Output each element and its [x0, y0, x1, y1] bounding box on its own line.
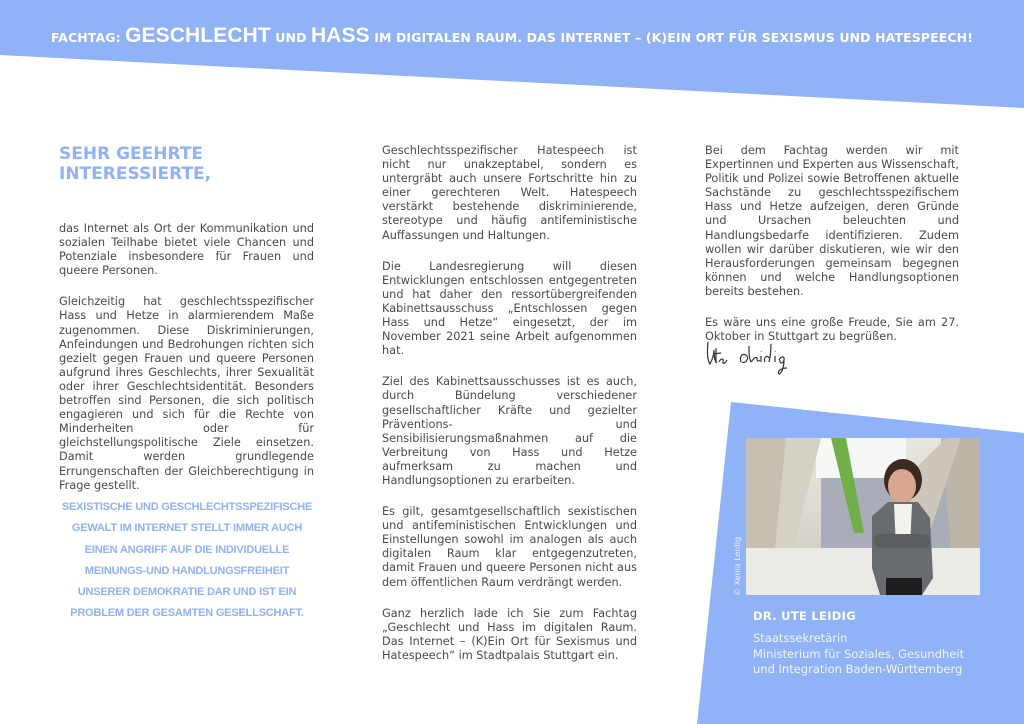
- header-rest: IM DIGITALEN RAUM. DAS INTERNET – (K)EIN ORT FÜR SEXISMUS UND HATESPEECH!: [369, 30, 974, 45]
- paragraph: das Internet als Ort der Kommunikation und sozialen Teilhabe bietet viele Chancen und Potenziale insbesondere für Frauen und queere Personen.: [59, 222, 314, 278]
- header-title: [0, 24, 1024, 48]
- paragraph: Es wäre uns eine große Freude, Sie am 27. Oktober in Stuttgart zu begrüßen.: [705, 316, 959, 344]
- quote-line: UNSERER DEMOKRATIE DAR UND IST EIN: [77, 586, 297, 599]
- header-prefix: FACHTAG:: [50, 30, 126, 45]
- role-line: und Integration Baden-Württemberg: [753, 662, 963, 676]
- photo-credit: © Xenia Leidig: [733, 536, 742, 596]
- quote-line: MEINUNGS-UND HANDLUNGSFREIHEIT: [84, 564, 290, 577]
- greeting-line: SEHR GEEHRTE: [59, 144, 204, 164]
- quote-line: SEXISTISCHE UND GESCHLECHTSSPEZIFISCHE: [61, 501, 313, 513]
- greeting-line: INTERESSIERTE,: [59, 164, 212, 184]
- role-line: Staatssekretärin: [753, 631, 848, 645]
- portrait-illustration: [746, 438, 980, 595]
- paragraph: Es gilt, gesamtgesellschaftlich sexistischen und antifeministischen Entwicklungen und Einstellungen sowohl im analogen als auch digitalen Raum klar entgegenzutreten, damit Frauen und queere Personen nicht aus dem öffentlichen Raum verdrängt werden.: [382, 505, 637, 589]
- person-role: [753, 631, 964, 678]
- role-line: Ministerium für Soziales, Gesundheit: [753, 646, 965, 661]
- pull-quote: [52, 497, 322, 625]
- portrait-photo: [746, 438, 980, 595]
- paragraph: Bei dem Fachtag werden wir mit Expertinnen und Experten aus Wissenschaft, Politik und Polizei sowie Betroffenen aktuelle Sachstände zu geschlechtsspezifischem Hass und Hetze aufzeigen, deren Gründe und Ursachen beleuchten und Handlungsbedarfe identifizieren. Zudem wollen wir darüber diskutieren, wie wir den Herausforderungen gemeinsam begegnen können und welche Handlungsoptionen bereits bestehen.: [705, 144, 959, 298]
- header-word-hass: HASS: [311, 24, 370, 47]
- person-name: DR. UTE LEIDIG: [753, 609, 856, 623]
- column-3: [705, 144, 959, 361]
- paragraph: Die Landesregierung will diesen Entwicklungen entschlossen entgegentreten und hat daher den ressortübergreifenden Kabinettsausschuss „Entschlossen gegen Hass und Hetze“ eingesetzt, der im November 2021 seine Arbeit aufgenommen hat.: [382, 259, 637, 358]
- paragraph: Geschlechtsspezifischer Hatespeech ist nicht nur unakzeptabel, sondern es untergräbt auch unsere Fortschritte hin zu einer gerechteren Welt. Hatespeech verstärkt bestehende diskriminierende, stereotype und häufig antifeministische Auffassungen und Haltungen.: [382, 144, 637, 242]
- paragraph: Ganz herzlich lade ich Sie zum Fachtag „Geschlecht und Hass im digitalen Raum. Das Internet – (K)Ein Ort für Sexismus und Hatespeech“ im Stadtpalais Stuttgart ein.: [382, 606, 637, 662]
- quote-line: PROBLEM DER GESAMTEN GESELLSCHAFT.: [70, 607, 304, 620]
- greeting-heading: [59, 144, 319, 184]
- header-band: [0, 0, 1024, 110]
- column-1: [59, 222, 314, 510]
- header-connector: UND: [270, 30, 312, 45]
- quote-line: GEWALT IM INTERNET STELLT IMMER AUCH: [71, 522, 303, 535]
- quote-line: EINEN ANGRIFF AUF DIE INDIVIDUELLE: [84, 543, 290, 556]
- column-2: [382, 144, 637, 680]
- signature: [705, 338, 805, 380]
- paragraph: Gleichzeitig hat geschlechtsspezifischer Hass und Hetze in alarmierendem Maße zugenommen. Diese Diskriminierungen, Anfeindungen und Bedrohungen richten sich gezielt gegen Frauen und queere Personen aufgrund ihres Geschlechts, ihrer Sexualität oder ihrer Geschlechtsidentität. Besonders betroffen sind Personen, die sich politisch engagieren und sich für die Rechte von Minderheiten oder für gleichstellungspolitische Ziele einsetzen. Damit werden grundlegende Errungenschaften der Gleichberechtigung in Frage gestellt.: [59, 295, 314, 492]
- header-word-geschlecht: GESCHLECHT: [125, 24, 271, 47]
- paragraph: Ziel des Kabinettsausschusses ist es auch, durch Bündelung verschiedener gesellschaftlicher Kräfte und gezielter Präventions- und Sensibilisierungsmaßnahmen auf die Verbreitung von Hass und Hetze aufmerksam zu machen und Handlungsoptionen zu erarbeiten.: [382, 375, 637, 487]
